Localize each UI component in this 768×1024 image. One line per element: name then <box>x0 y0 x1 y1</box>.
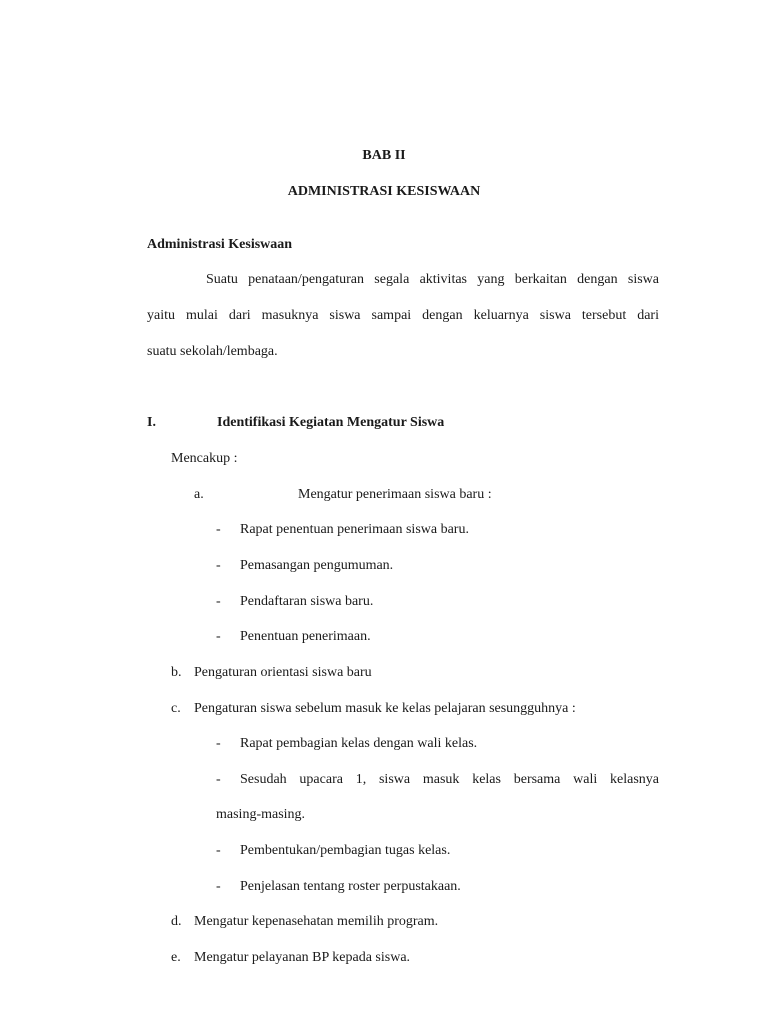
bullet-dash: - <box>216 594 221 609</box>
bullet-dash: - <box>216 629 221 644</box>
bullet-dash: - <box>216 736 221 751</box>
section-I-heading: Identifikasi Kegiatan Mengatur Siswa <box>217 415 445 430</box>
document-title: ADMINISTRASI KESISWAAN <box>287 184 481 199</box>
section-number: I. <box>147 415 156 430</box>
bullet-c-2: Sesudah upacara 1, siswa masuk kelas bersama wali kelasnya <box>240 772 659 787</box>
bullet-c-1: Rapat pembagian kelas dengan wali kelas. <box>240 736 478 751</box>
list-item-e: Mengatur pelayanan BP kepada siswa. <box>194 950 411 965</box>
bullet-dash: - <box>216 843 221 858</box>
bullet-dash: - <box>216 879 221 894</box>
list-item-c: Pengaturan siswa sebelum masuk ke kelas pelajaran sesungguhnya : <box>194 701 576 716</box>
list-marker-e: e. <box>171 950 181 965</box>
list-item-a: Mengatur penerimaan siswa baru : <box>298 487 492 502</box>
paragraph-line-1: Suatu penataan/pengaturan segala aktivitas yang berkaitan dengan siswa <box>206 272 659 287</box>
bullet-a-1: Rapat penentuan penerimaan siswa baru. <box>240 522 469 537</box>
list-marker-a: a. <box>194 487 204 502</box>
bullet-a-3: Pendaftaran siswa baru. <box>240 594 374 609</box>
paragraph-line-2: yaitu mulai dari masuknya siswa sampai dengan keluarnya siswa tersebut dari <box>147 308 659 323</box>
bullet-c-4: Penjelasan tentang roster perpustakaan. <box>240 879 461 894</box>
bullet-a-2: Pemasangan pengumuman. <box>240 558 394 573</box>
bullet-dash: - <box>216 522 221 537</box>
bullet-a-4: Penentuan penerimaan. <box>240 629 371 644</box>
list-item-b: Pengaturan orientasi siswa baru <box>194 665 372 680</box>
list-marker-b: b. <box>171 665 182 680</box>
section-heading: Administrasi Kesiswaan <box>147 237 293 252</box>
bullet-c-2-continuation: masing-masing. <box>216 807 306 822</box>
chapter-label: BAB II <box>362 148 406 163</box>
bullet-dash: - <box>216 558 221 573</box>
paragraph-line-3: suatu sekolah/lembaga. <box>147 344 278 359</box>
intro-text: Mencakup : <box>171 451 238 466</box>
bullet-dash: - <box>216 772 221 787</box>
list-marker-c: c. <box>171 701 181 716</box>
list-marker-d: d. <box>171 914 182 929</box>
list-item-d: Mengatur kepenasehatan memilih program. <box>194 914 439 929</box>
bullet-c-3: Pembentukan/pembagian tugas kelas. <box>240 843 451 858</box>
